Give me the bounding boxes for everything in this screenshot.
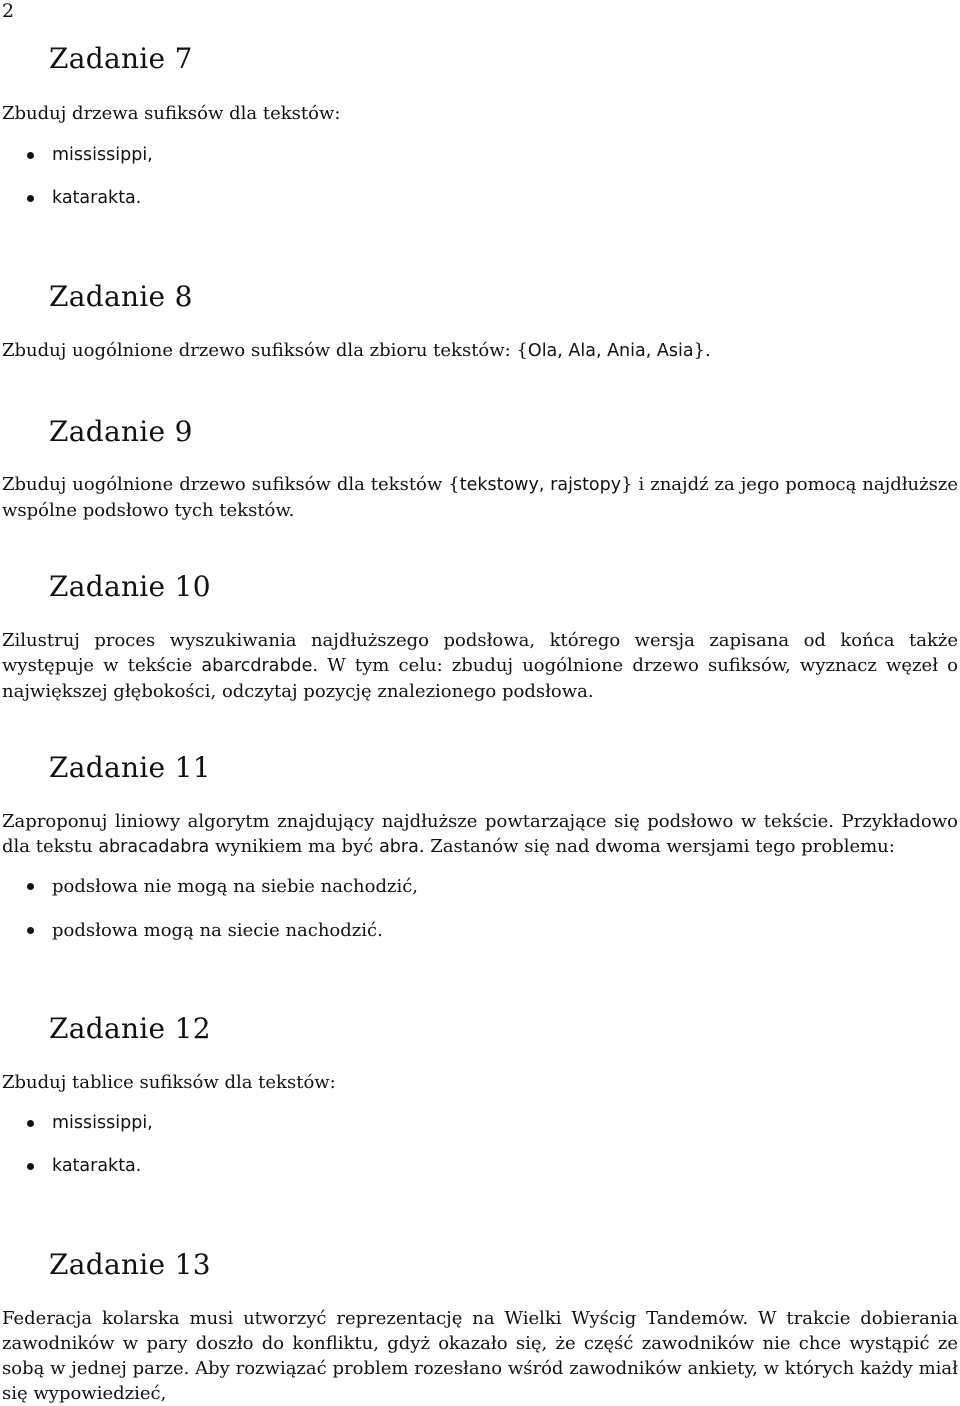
z12-intro: Zbuduj tablice sufiksów dla tekstów: <box>2 1072 336 1093</box>
z12-item-2-text: katarakta. <box>52 1156 142 1176</box>
bullet-icon <box>27 152 34 159</box>
z8-paragraph <box>2 338 958 364</box>
heading-zadanie-10: Zadanie 10 <box>49 570 211 603</box>
z8-text-b: }. <box>693 340 711 361</box>
z7-list-item-2 <box>27 188 141 208</box>
z10-text-a: Zilustruj proces wyszukiwania najdłuższego podsłowa, którego wersja zapisana od końca także występuje w tekście <box>2 630 958 676</box>
z10-paragraph <box>2 628 958 704</box>
z12-list-item-2 <box>27 1156 141 1176</box>
heading-zadanie-8: Zadanie 8 <box>49 280 193 313</box>
heading-zadanie-12: Zadanie 12 <box>49 1012 211 1045</box>
z9-text-b: } i znajdź za jego pomocą najdłuższe wspólne podsłowo tych tekstów. <box>2 474 959 521</box>
z11-text-c: . Zastanów się nad dwoma wersjami tego problemu: <box>418 836 895 857</box>
z11-list-item-2 <box>27 920 383 941</box>
bullet-icon <box>27 927 34 934</box>
heading-zadanie-7: Zadanie 7 <box>49 42 193 75</box>
bullet-icon <box>27 195 34 202</box>
z12-item-1-text: mississippi, <box>52 1113 153 1133</box>
z11-paragraph <box>2 809 958 860</box>
bullet-icon <box>27 1120 34 1127</box>
z9-set: tekstowy, rajstopy <box>459 475 622 495</box>
z11-word-2: abra <box>379 837 419 857</box>
z7-item-2-text: katarakta. <box>52 188 142 208</box>
z7-item-1-text: mississippi, <box>52 145 153 165</box>
bullet-icon <box>27 1163 34 1170</box>
z13-paragraph: Federacja kolarska musi utworzyć reprezentację na Wielki Wyścig Tandemów. W trakcie dobierania zawodników w pary doszło do konfliktu, gdyż okazało się, że część zawodników nie chce wystąpić ze sobą w jednej parze. Aby rozwiązać problem rozesłano wśród zawodników ankiety, w których każdy miał się wypowiedzieć, <box>2 1308 958 1404</box>
z8-set: Ola, Ala, Ania, Asia <box>527 341 694 361</box>
z10-text-b: . W tym celu: zbuduj uogólnione drzewo sufiksów, wyznacz węzeł o największej głębokości, odczytaj pozycję znalezionego podsłowa. <box>2 655 959 702</box>
z8-text-a: Zbuduj uogólnione drzewo sufiksów dla zbioru tekstów: { <box>2 340 528 361</box>
page-number: 2 <box>2 0 15 22</box>
z7-intro: Zbuduj drzewa sufiksów dla tekstów: <box>2 103 341 124</box>
z11-item-1-text: podsłowa nie mogą na siebie nachodzić, <box>52 876 419 897</box>
heading-zadanie-11: Zadanie 11 <box>49 751 211 784</box>
z9-text-a: Zbuduj uogólnione drzewo sufiksów dla tekstów { <box>2 474 460 495</box>
z11-text-b: wynikiem ma być <box>209 836 380 857</box>
z11-text-a: Zaproponuj liniowy algorytm znajdujący najdłuższe powtarzające się podsłowo w tekście. Przykładowo dla tekstu <box>2 811 958 857</box>
heading-zadanie-13: Zadanie 13 <box>49 1248 211 1281</box>
heading-zadanie-9: Zadanie 9 <box>49 415 193 448</box>
z12-list-item-1 <box>27 1113 153 1133</box>
z7-list-item-1 <box>27 145 153 165</box>
z11-word-1: abracadabra <box>98 837 210 857</box>
z11-item-2-text: podsłowa mogą na siecie nachodzić. <box>52 920 383 941</box>
z11-list-item-1 <box>27 876 418 897</box>
bullet-icon <box>27 883 34 890</box>
z10-word: abarcdrabde <box>201 656 313 676</box>
z9-paragraph <box>2 472 958 523</box>
